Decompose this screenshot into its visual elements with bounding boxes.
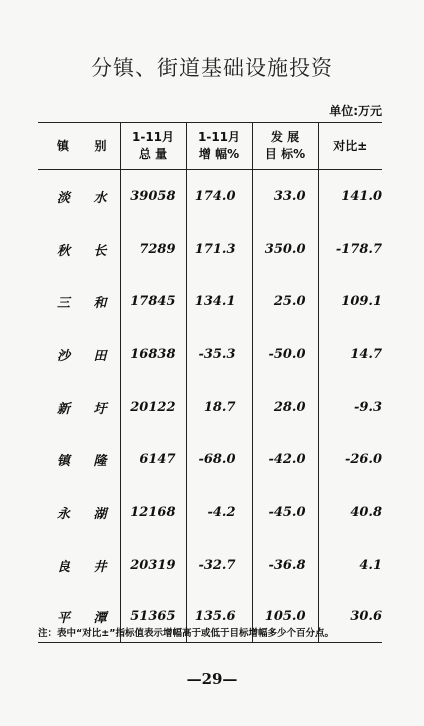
target-cell: 33.0 — [252, 170, 318, 223]
table-row — [38, 486, 382, 539]
town-name-cell — [38, 170, 120, 223]
diff-cell: 109.1 — [341, 294, 382, 310]
town-name-char-1: 新 — [57, 401, 71, 417]
town-name-char-2: 圩 — [93, 401, 107, 417]
town-name-char-1: 三 — [57, 296, 71, 312]
town-name-char-2: 湖 — [93, 506, 107, 522]
town-name-char-1: 镇 — [57, 454, 71, 470]
town-name-char-1: 淡 — [57, 190, 71, 206]
total-cell: 20319 — [120, 539, 186, 592]
town-name-cell — [38, 539, 120, 592]
header-diff: 对比± — [318, 123, 382, 170]
total-cell: 12168 — [120, 486, 186, 539]
growth-cell: -68.0 — [186, 433, 252, 486]
page-number: —29— — [186, 670, 238, 688]
header-town-char-2: 别 — [94, 138, 107, 153]
unit-label: 单位:万元 — [329, 104, 382, 118]
growth-cell: -32.7 — [186, 539, 252, 592]
diff-cell: -9.3 — [353, 399, 382, 415]
diff-cell: -26.0 — [344, 452, 382, 468]
total-cell: 6147 — [120, 433, 186, 486]
total-cell: 20122 — [120, 381, 186, 434]
total-cell: 39058 — [120, 170, 186, 223]
table-footnote: 注：表中“对比±”指标值表示增幅高于或低于目标增幅多少个百分点。 — [38, 628, 334, 639]
target-cell: 350.0 — [252, 223, 318, 276]
total-cell: 16838 — [120, 328, 186, 381]
growth-cell: -35.3 — [186, 328, 252, 381]
town-name-cell — [38, 275, 120, 328]
header-total — [120, 123, 186, 170]
growth-cell: 134.1 — [186, 275, 252, 328]
town-name-char-2: 和 — [93, 296, 107, 312]
target-cell: -42.0 — [252, 433, 318, 486]
town-name-char-2: 长 — [93, 243, 107, 259]
growth-cell: 135.6 — [186, 592, 252, 643]
target-cell: 105.0 — [252, 592, 318, 643]
table-row — [38, 381, 382, 434]
header-target-line-1: 发 展 — [270, 130, 300, 144]
total-cell: 17845 — [120, 275, 186, 328]
town-name-cell — [38, 433, 120, 486]
table-row — [38, 275, 382, 328]
target-cell: -50.0 — [252, 328, 318, 381]
header-growth-line-1: 1-11月 — [197, 130, 241, 144]
target-cell: 28.0 — [252, 381, 318, 434]
diff-cell: 40.8 — [350, 504, 382, 520]
diff-cell: 4.1 — [359, 557, 382, 573]
town-name-char-2: 田 — [93, 348, 107, 364]
town-name-char-1: 沙 — [57, 348, 71, 364]
town-name-cell — [38, 381, 120, 434]
growth-cell: -4.2 — [186, 486, 252, 539]
target-cell: -36.8 — [252, 539, 318, 592]
total-cell: 7289 — [120, 223, 186, 276]
header-growth-line-2: 增 幅% — [198, 147, 240, 161]
town-name-char-2: 潭 — [93, 611, 107, 626]
diff-cell: 30.6 — [318, 592, 382, 643]
growth-cell: 171.3 — [186, 223, 252, 276]
header-growth — [186, 123, 252, 170]
town-name-cell — [38, 328, 120, 381]
town-name-char-1: 平 — [57, 611, 71, 626]
town-name-char-2: 井 — [93, 559, 107, 575]
header-target-line-2: 目 标% — [264, 147, 306, 161]
table-row — [38, 433, 382, 486]
header-target — [252, 123, 318, 170]
diff-cell: 141.0 — [341, 188, 382, 204]
table-row — [38, 170, 382, 223]
town-name-char-1: 良 — [57, 559, 71, 575]
growth-cell: 174.0 — [186, 170, 252, 223]
investment-table — [38, 122, 382, 643]
table-row — [38, 328, 382, 381]
table-row — [38, 539, 382, 592]
diff-cell: 14.7 — [350, 346, 382, 362]
target-cell: -45.0 — [252, 486, 318, 539]
total-cell: 51365 — [120, 592, 186, 643]
town-name-char-1: 永 — [57, 506, 71, 522]
header-total-line-1: 1-11月 — [131, 130, 175, 144]
town-name-cell — [38, 486, 120, 539]
town-name-char-1: 秋 — [57, 243, 71, 259]
growth-cell: 18.7 — [186, 381, 252, 434]
town-name-char-2: 水 — [93, 190, 107, 206]
table-row — [38, 223, 382, 276]
target-cell: 25.0 — [252, 275, 318, 328]
diff-cell: -178.7 — [335, 241, 382, 257]
header-town-char-1: 镇 — [57, 138, 70, 153]
header-total-line-2: 总 量 — [138, 147, 168, 161]
header-town — [38, 123, 120, 170]
page-title: 分镇、街道基础设施投资 — [91, 56, 333, 80]
town-name-cell — [38, 223, 120, 276]
table-header-row — [38, 123, 382, 170]
town-name-char-2: 隆 — [93, 454, 107, 470]
